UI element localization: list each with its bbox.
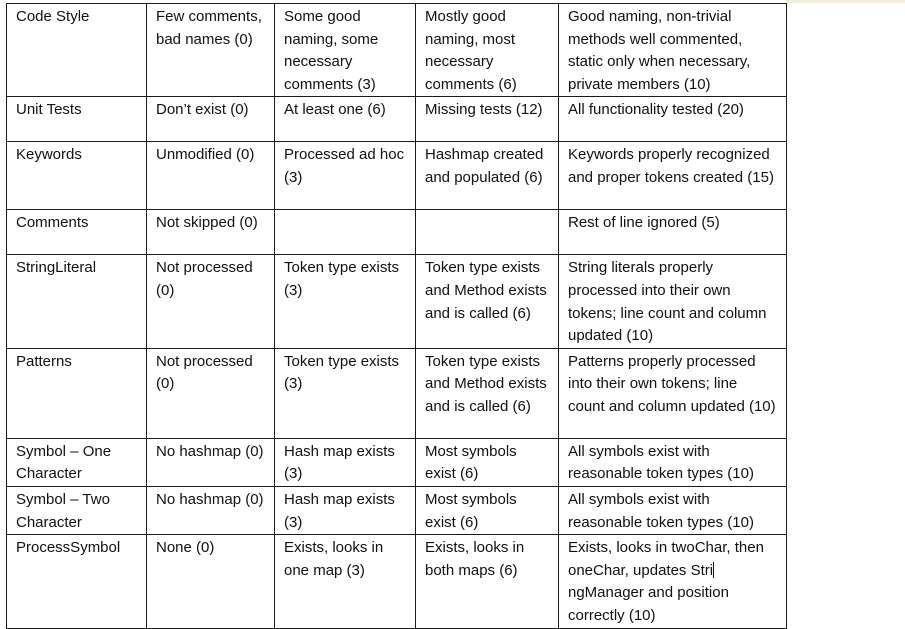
level-3-cell[interactable]: Keywords properly recognized and proper tokens created (15) (559, 142, 787, 210)
level-0-cell[interactable]: Not processed (0) (147, 348, 275, 438)
level-1-cell[interactable]: Some good naming, some necessary comments (3) (275, 4, 416, 97)
level-1-cell[interactable]: Processed ad hoc (3) (275, 142, 416, 210)
level-0-cell[interactable]: No hashmap (0) (147, 486, 275, 534)
level-1-cell[interactable] (275, 210, 416, 255)
level-1-cell[interactable]: Token type exists (3) (275, 255, 416, 348)
criterion-cell[interactable]: StringLiteral (7, 255, 147, 348)
rubric-row-keywords (7, 142, 787, 210)
level-0-cell[interactable]: Unmodified (0) (147, 142, 275, 210)
level-0-cell[interactable]: None (0) (147, 535, 275, 628)
level-3-cell[interactable] (559, 535, 787, 628)
level-1-cell[interactable]: Hash map exists (3) (275, 438, 416, 486)
level-2-cell[interactable]: Most symbols exist (6) (416, 438, 559, 486)
level-3-cell[interactable]: All functionality tested (20) (559, 97, 787, 142)
level-0-cell[interactable]: Not processed (0) (147, 255, 275, 348)
criterion-cell[interactable]: ProcessSymbol (7, 535, 147, 628)
rubric-row-processsymbol (7, 535, 787, 628)
level-2-cell[interactable]: Token type exists and Method exists and is called (6) (416, 348, 559, 438)
level-1-cell[interactable]: At least one (6) (275, 97, 416, 142)
criterion-cell[interactable]: Patterns (7, 348, 147, 438)
criterion-cell[interactable]: Keywords (7, 142, 147, 210)
level-0-cell[interactable]: Don’t exist (0) (147, 97, 275, 142)
level-2-cell[interactable] (416, 210, 559, 255)
criterion-cell[interactable]: Comments (7, 210, 147, 255)
rubric-row-symbol-two-character (7, 486, 787, 534)
text-before-cursor: Exists, looks in twoChar, then oneChar, updates Stri (568, 539, 764, 579)
rubric-row-comments (7, 210, 787, 255)
level-0-cell[interactable]: No hashmap (0) (147, 438, 275, 486)
level-0-cell[interactable]: Not skipped (0) (147, 210, 275, 255)
level-2-cell[interactable]: Missing tests (12) (416, 97, 559, 142)
level-1-cell[interactable]: Token type exists (3) (275, 348, 416, 438)
criterion-cell[interactable]: Unit Tests (7, 97, 147, 142)
level-3-cell[interactable]: Rest of line ignored (5) (559, 210, 787, 255)
criterion-cell[interactable]: Symbol – One Character (7, 438, 147, 486)
level-3-cell[interactable]: All symbols exist with reasonable token types (10) (559, 438, 787, 486)
level-2-cell[interactable]: Mostly good naming, most necessary comments (6) (416, 4, 559, 97)
level-3-cell[interactable]: Good naming, non-trivial methods well commented, static only when necessary, private members (10) (559, 4, 787, 97)
criterion-cell[interactable]: Symbol – Two Character (7, 486, 147, 534)
text-cursor (713, 562, 714, 578)
level-0-cell[interactable]: Few comments, bad names (0) (147, 4, 275, 97)
rubric-row-code-style (7, 4, 787, 97)
level-1-cell[interactable]: Exists, looks in one map (3) (275, 535, 416, 628)
rubric-row-unit-tests (7, 97, 787, 142)
text-after-cursor: ngManager and position correctly (10) (568, 584, 729, 624)
rubric-row-stringliteral (7, 255, 787, 348)
rubric-row-patterns (7, 348, 787, 438)
level-2-cell[interactable]: Token type exists and Method exists and is called (6) (416, 255, 559, 348)
level-3-cell[interactable]: All symbols exist with reasonable token types (10) (559, 486, 787, 534)
level-1-cell[interactable]: Hash map exists (3) (275, 486, 416, 534)
criterion-cell[interactable]: Code Style (7, 4, 147, 97)
level-3-cell[interactable]: Patterns properly processed into their own tokens; line count and column updated (10) (559, 348, 787, 438)
level-2-cell[interactable]: Exists, looks in both maps (6) (416, 535, 559, 628)
level-2-cell[interactable]: Most symbols exist (6) (416, 486, 559, 534)
rubric-table (6, 3, 787, 629)
top-edge-accent (786, 0, 905, 3)
level-2-cell[interactable]: Hashmap created and populated (6) (416, 142, 559, 210)
level-3-cell[interactable]: String literals properly processed into their own tokens; line count and column updated (10) (559, 255, 787, 348)
rubric-row-symbol-one-character (7, 438, 787, 486)
